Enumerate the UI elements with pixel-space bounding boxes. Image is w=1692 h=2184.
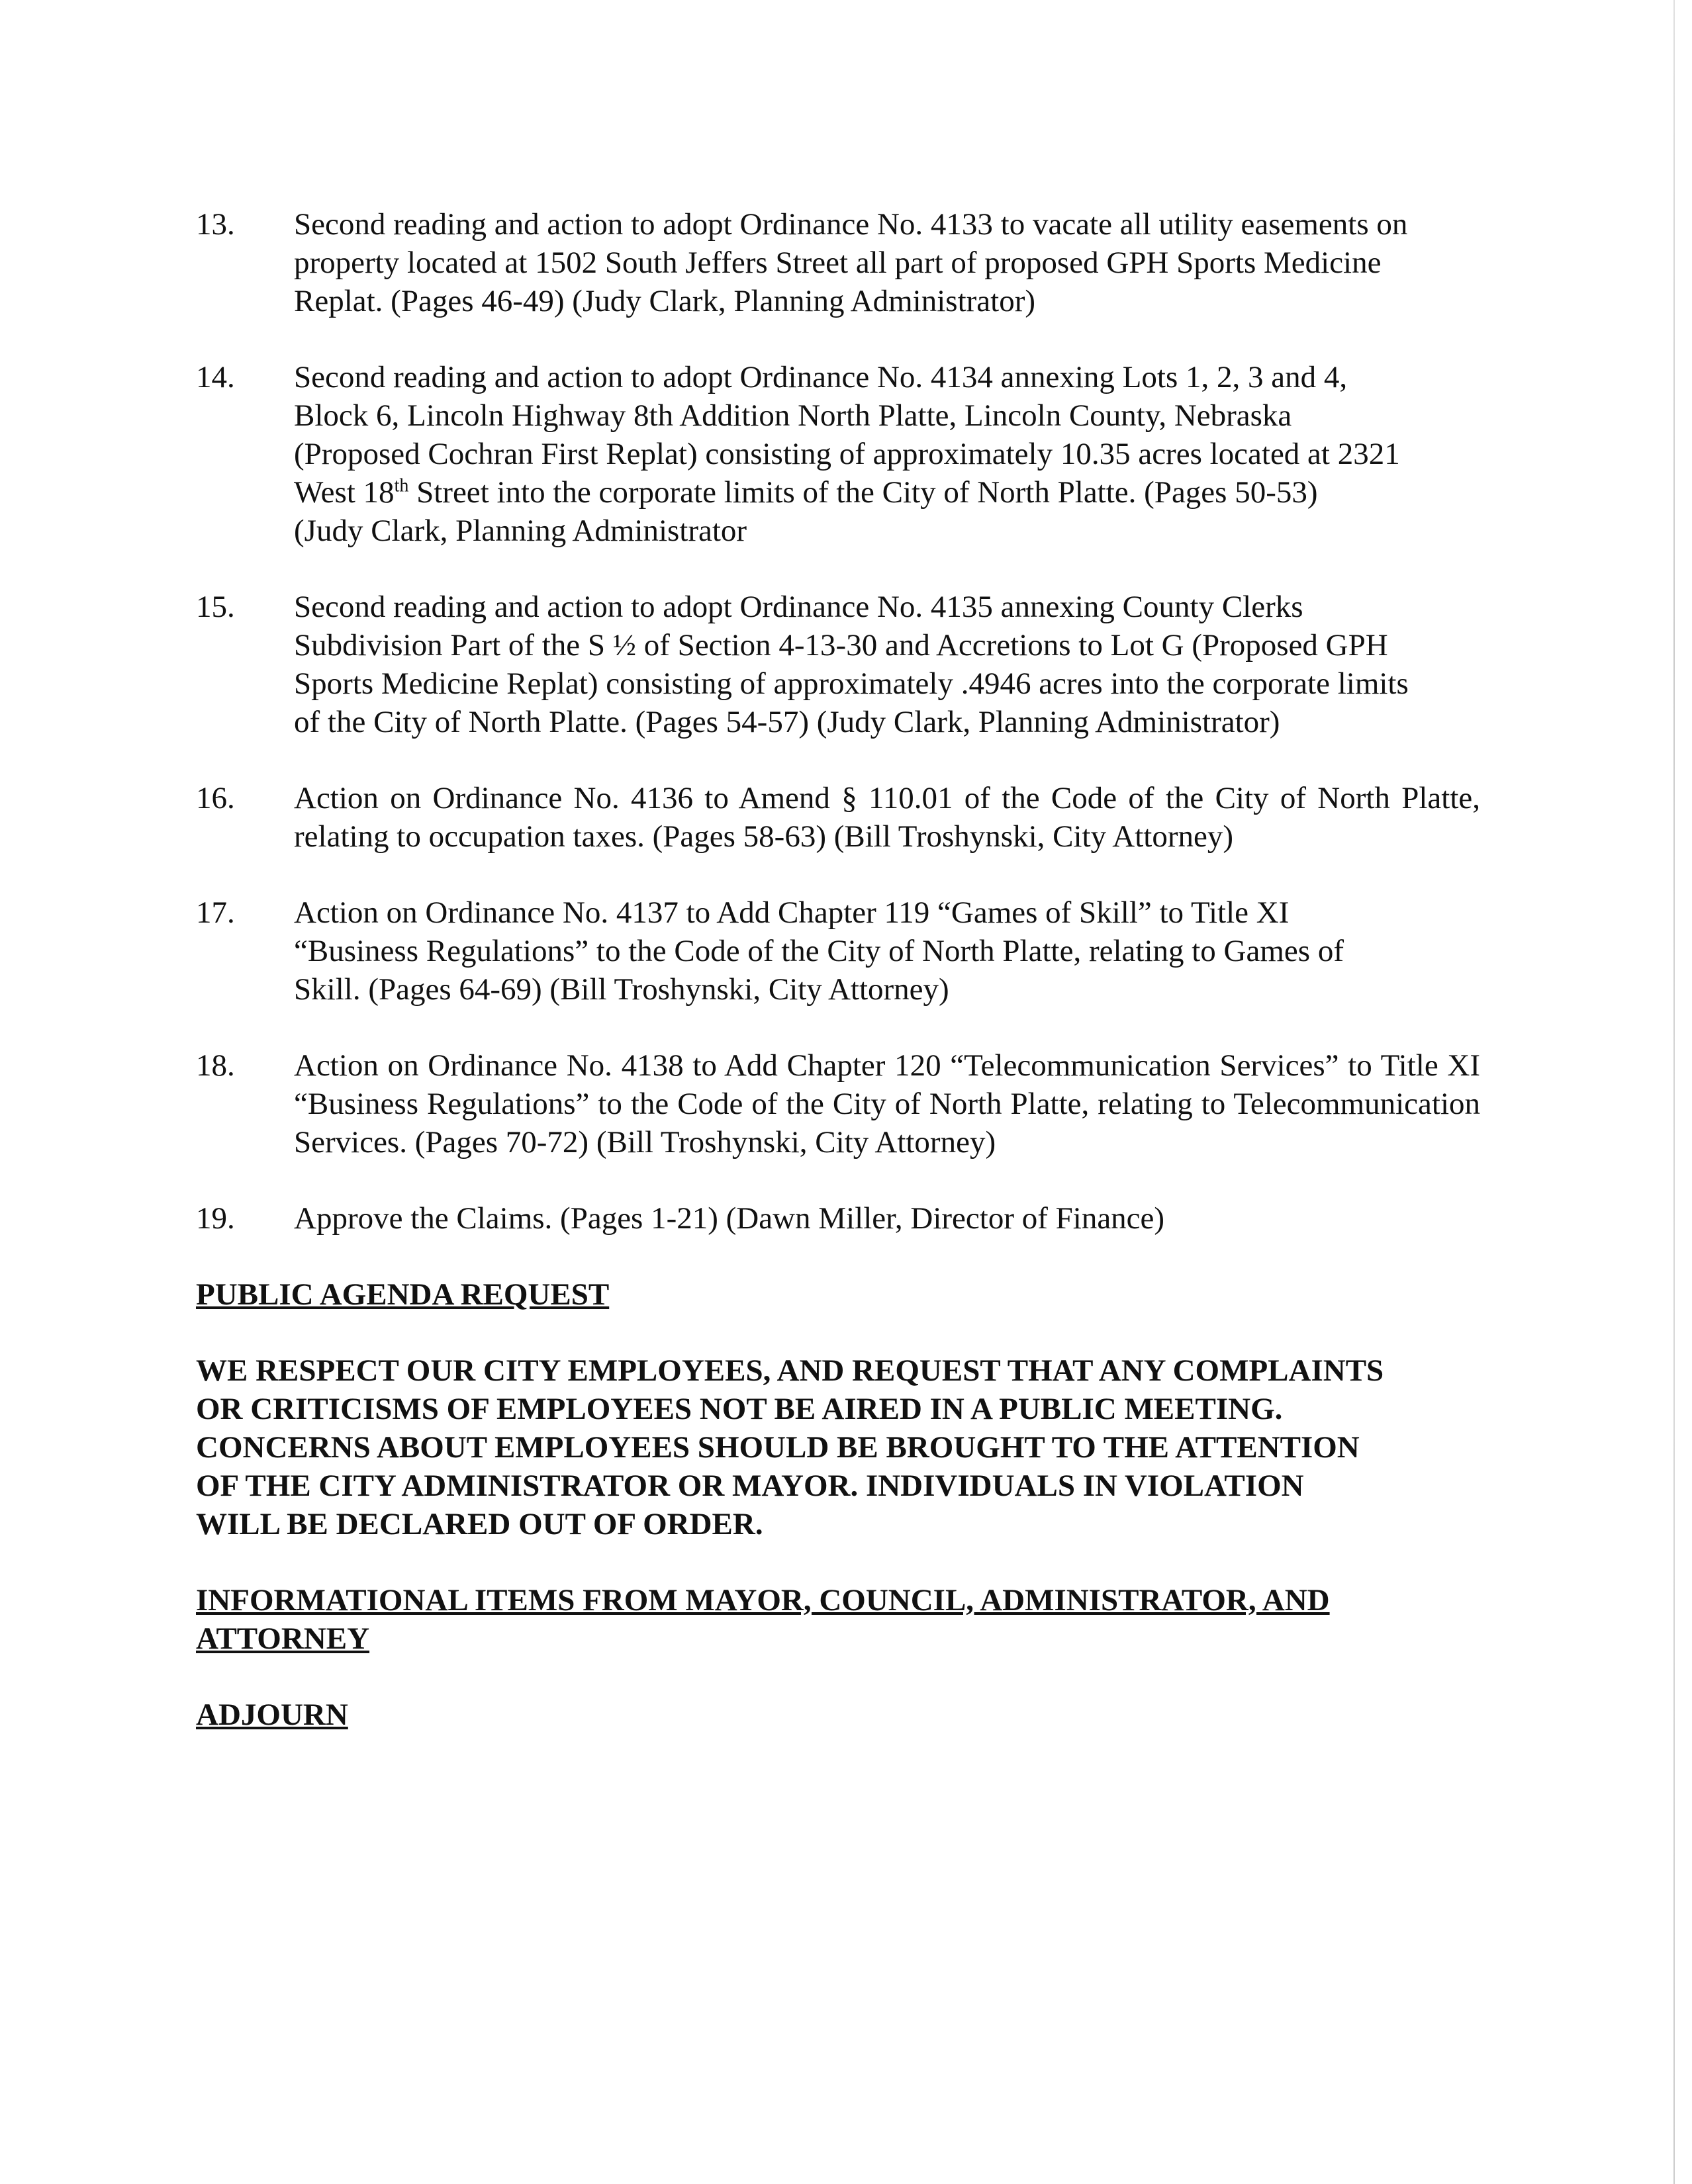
agenda-item-14: [196, 358, 1480, 550]
item-text: Action on Ordinance No. 4138 to Add Chapter 120 “Telecommunication Services” to Title XI “Business Regulations” to the Code of the City of North Platte, relating to Telecommunication Services. (Pages 70-72) (Bill Troshynski, City Attorney): [294, 1048, 1480, 1160]
item-text-part: Second reading and action to adopt Ordinance No. 4134 annexing Lots 1, 2, 3 and 4, Block 6, Lincoln Highway 8th Addition North Platte, Lincoln County, Nebraska (Proposed Cochran First Replat) consisting of approximately 10.35 acres located at 2321 West 18: [294, 360, 1400, 510]
item-text-part: Street into the corporate limits of the City of North Platte. (Pages 50-53) (Judy Clark, Planning Administrator: [294, 475, 1318, 548]
agenda-content: [196, 205, 1480, 1772]
agenda-item-15: [196, 588, 1480, 741]
agenda-item-19: [196, 1199, 1480, 1238]
informational-items-heading: INFORMATIONAL ITEMS FROM MAYOR, COUNCIL, ADMINISTRATOR, AND ATTORNEY: [196, 1583, 1330, 1656]
item-number: 18.: [196, 1048, 235, 1083]
item-text: Second reading and action to adopt Ordinance No. 4135 annexing County Clerks Subdivision Part of the S ½ of Section 4-13-30 and Accretions to Lot G (Proposed GPH Sports Medicine Replat) consisting of approximately .4946 acres into the corporate limits of the City of North Platte. (Pages 54-57) (Judy Clark, Planning Administrator): [294, 590, 1409, 739]
item-number: 16.: [196, 781, 235, 815]
item-text: [294, 358, 1480, 550]
item-number: 17.: [196, 895, 235, 930]
ordinal-superscript: th: [394, 475, 409, 496]
agenda-item-17: [196, 893, 1480, 1009]
scan-edge-line: [1673, 0, 1675, 2184]
item-text: Action on Ordinance No. 4137 to Add Chapter 119 “Games of Skill” to Title XI “Business Regulations” to the Code of the City of North Platte, relating to Games of Skill. (Pages 64-69) (Bill Troshynski, City Attorney): [294, 895, 1344, 1007]
item-number: 19.: [196, 1201, 235, 1236]
agenda-item-13: [196, 205, 1480, 320]
public-agenda-request-heading: PUBLIC AGENDA REQUEST: [196, 1277, 610, 1312]
adjourn-heading: ADJOURN: [196, 1698, 348, 1732]
public-agenda-request-notice: WE RESPECT OUR CITY EMPLOYEES, AND REQUEST THAT ANY COMPLAINTS OR CRITICISMS OF EMPLOYEES NOT BE AIRED IN A PUBLIC MEETING. CONCERNS ABOUT EMPLOYEES SHOULD BE BROUGHT TO THE ATTENTION OF THE CITY ADMINISTRATOR OR MAYOR. INDIVIDUALS IN VIOLATION WILL BE DECLARED OUT OF ORDER.: [196, 1353, 1384, 1541]
agenda-item-16: [196, 779, 1480, 856]
item-number: 14.: [196, 360, 235, 394]
item-number: 15.: [196, 590, 235, 624]
agenda-item-18: [196, 1046, 1480, 1161]
item-text: Action on Ordinance No. 4136 to Amend § 110.01 of the Code of the City of North Platte, relating to occupation taxes. (Pages 58-63) (Bill Troshynski, City Attorney): [294, 781, 1480, 854]
item-number: 13.: [196, 207, 235, 242]
item-text: Approve the Claims. (Pages 1-21) (Dawn Miller, Director of Finance): [294, 1201, 1165, 1236]
item-text: Second reading and action to adopt Ordinance No. 4133 to vacate all utility easements on property located at 1502 South Jeffers Street all part of proposed GPH Sports Medicine Replat. (Pages 46-49) (Judy Clark, Planning Administrator): [294, 207, 1408, 318]
